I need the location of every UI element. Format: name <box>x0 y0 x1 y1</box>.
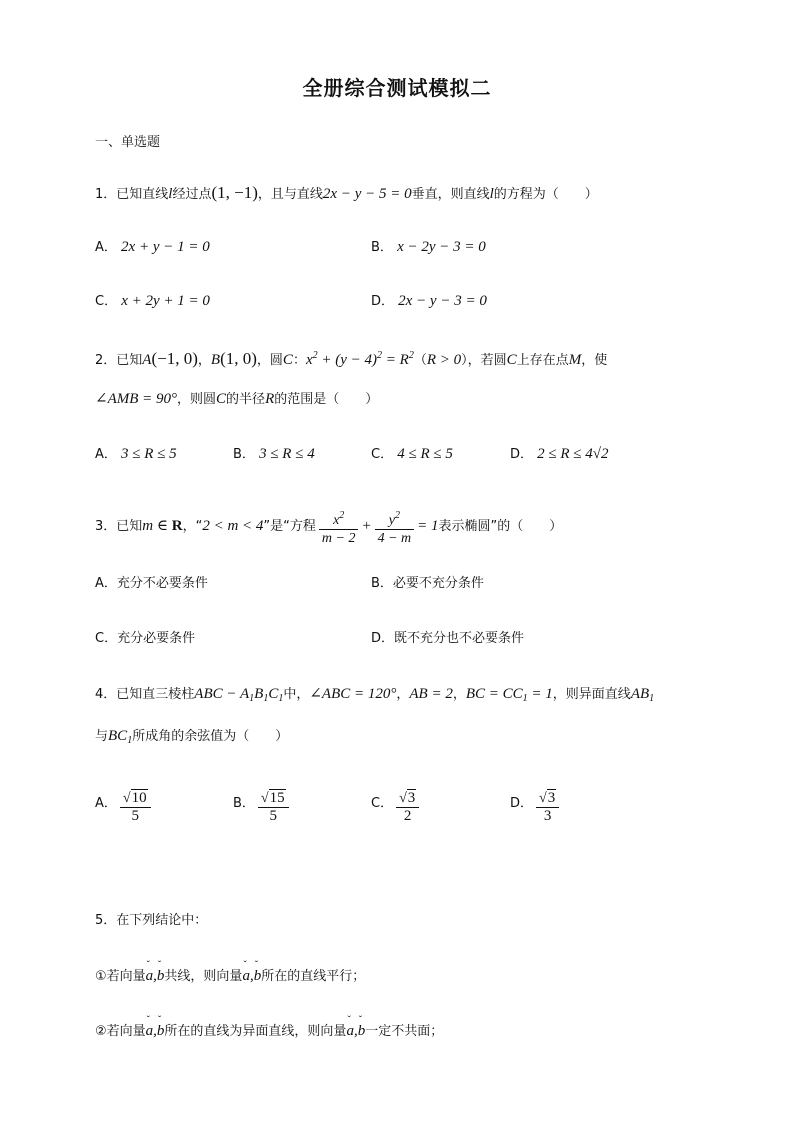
question-5-stem: 5．在下列结论中： <box>95 913 208 928</box>
option-a[interactable]: A．充分不必要条件 <box>95 576 208 591</box>
section-heading: 一、单选题 <box>95 135 161 150</box>
option-b[interactable]: B． x − 2y − 3 = 0 <box>371 239 486 255</box>
question-number: 3． <box>95 519 117 534</box>
option-d[interactable]: D． 2 ≤ R ≤ 4√2 <box>510 446 609 462</box>
statement-2: ②若向量ˇ a,ˇ b所在的直线为异面直线，则向量ˇ a,ˇ b一定不共面； <box>95 1021 443 1042</box>
question-number: 1． <box>95 187 117 202</box>
option-c[interactable]: C． $\frac{√3}{2}$ <box>371 790 422 825</box>
option-a[interactable]: A． 3 ≤ R ≤ 5 <box>95 446 177 462</box>
question-1-stem: 1．已知直线l经过点(1, −1)，且与直线2x − y − 5 = 0垂直，则直线l的方程为（ ） <box>95 183 598 202</box>
question-number: 5． <box>95 913 117 928</box>
question-number: 4． <box>95 687 117 702</box>
question-4-stem: 4．已知直三棱柱ABC − $A_1B_1C_1$中，∠ABC = 120°，AB = 2，BC = $CC_1 = 1$，则异面直线$AB_1$ <box>95 686 655 704</box>
option-b[interactable]: B． 3 ≤ R ≤ 4 <box>233 446 315 462</box>
question-2-stem: 2．已知A(−1, 0)，B(1, 0)，圆C：$x^2 + (y - 4)^2 = R^2(R > 0)$，若圆C上存在点M，使 <box>95 349 608 368</box>
question-3-stem: 3．已知m ∈ R，“2 < m < 4”是“方程 $\frac{x^2}{m - 2}$ + $\frac{y^2}{4 - m}$ = 1表示椭圆”的（ ） <box>95 507 562 547</box>
option-a[interactable]: A． $\frac{√10}{5}$ <box>95 790 154 825</box>
statement-1: ①若向量ˇ a,ˇ b共线，则向量ˇ a,ˇ b所在的直线平行； <box>95 966 365 987</box>
option-d[interactable]: D． $\frac{√3}{3}$ <box>510 790 562 825</box>
question-4-stem-cont: 与$BC_1$所成角的余弦值为（ ） <box>95 728 289 746</box>
option-b[interactable]: B．必要不充分条件 <box>371 576 484 591</box>
option-a[interactable]: A． 2x + y − 1 = 0 <box>95 239 210 255</box>
option-c[interactable]: C．充分必要条件 <box>95 631 196 646</box>
option-d[interactable]: D． 2x − y − 3 = 0 <box>371 293 487 309</box>
option-d[interactable]: D．既不充分也不必要条件 <box>371 631 525 646</box>
question-number: 2． <box>95 353 117 368</box>
page-title: 全册综合测试模拟二 <box>302 76 492 100</box>
option-c[interactable]: C． 4 ≤ R ≤ 5 <box>371 446 453 462</box>
question-2-stem-cont: ∠AMB = 90°，则圆C的半径R的范围是（ ） <box>95 391 379 407</box>
option-c[interactable]: C． x + 2y + 1 = 0 <box>95 293 210 309</box>
option-b[interactable]: B． $\frac{√15}{5}$ <box>233 790 292 825</box>
